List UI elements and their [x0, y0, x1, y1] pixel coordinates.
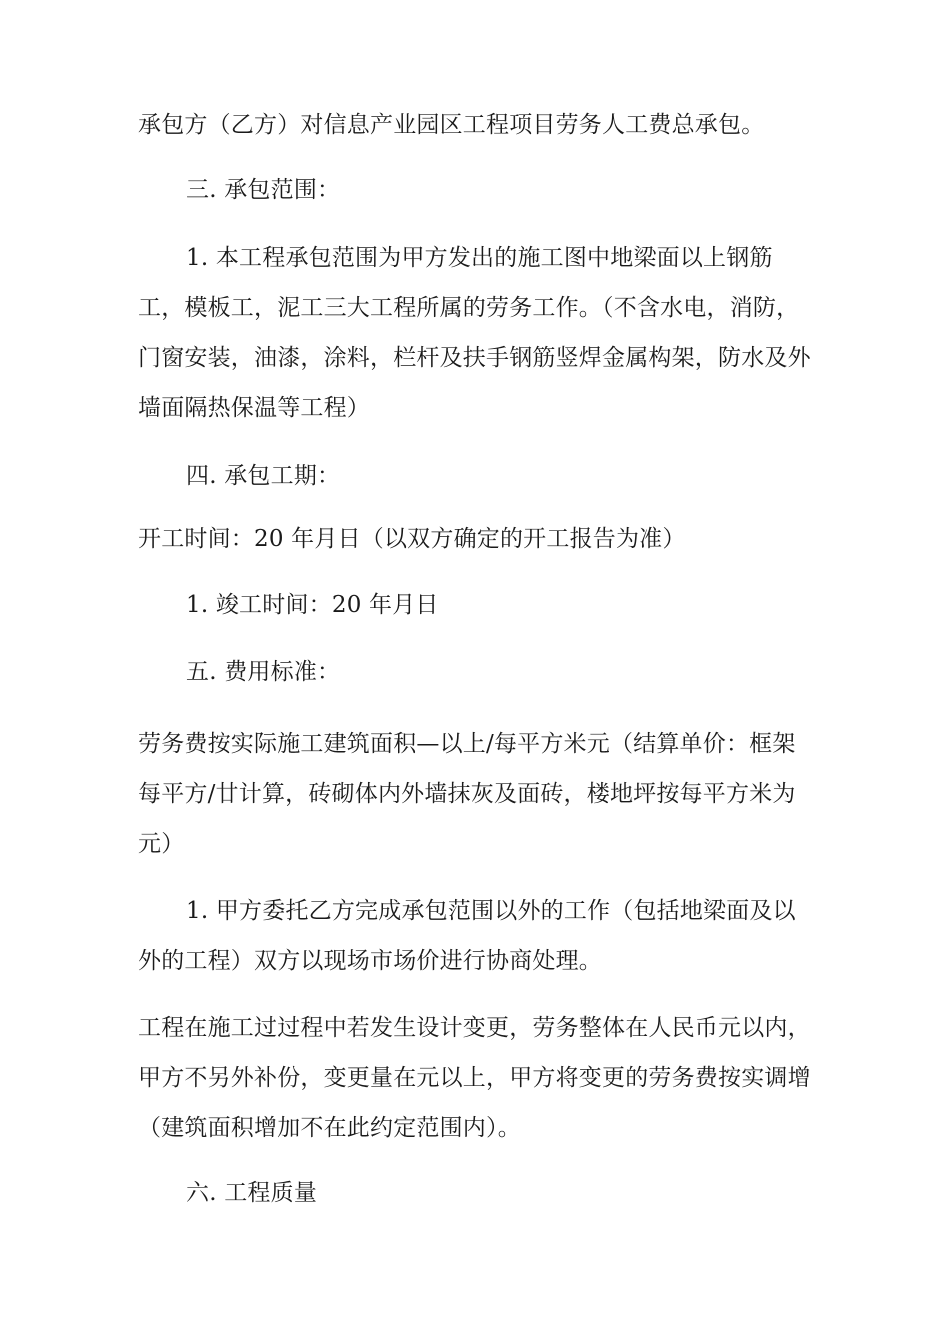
- text-line: 开工时间：20 年月日（以双方确定的开工报告为准）: [138, 526, 686, 552]
- text-line: 外的工程）双方以现场市场价进行协商处理。: [138, 948, 602, 974]
- paragraph-start-time: [138, 514, 838, 564]
- heading-text: 六. 工程质量: [186, 1180, 318, 1206]
- paragraph-extra-work: [186, 886, 886, 936]
- text-line: 元）: [138, 831, 185, 857]
- text-line: 每平方/廿计算，砖砌体内外墙抹灰及面砖，楼地坪按每平方米为: [138, 781, 796, 807]
- text-line: 工，模板工，泥工三大工程所属的劳务工作。（不含水电，消防，: [138, 295, 800, 321]
- paragraph-contractor-scope: [138, 100, 838, 150]
- paragraph-fee-standard: [138, 719, 838, 869]
- paragraph-completion-time: [186, 580, 886, 630]
- text-line: 1. 竣工时间：20 年月日: [186, 592, 439, 618]
- text-line: 墙面隔热保温等工程）: [138, 395, 370, 421]
- text-line: 1. 甲方委托乙方完成承包范围以外的工作（包括地梁面及以: [186, 898, 796, 924]
- heading-section-6: [186, 1168, 886, 1218]
- paragraph-scope-item-1-cont: [138, 283, 838, 433]
- paragraph-scope-item-1: [186, 233, 886, 283]
- text-line: 门窗安装，油漆，涂料，栏杆及扶手钢筋竖焊金属构架，防水及外: [138, 345, 811, 371]
- text-line: （建筑面积增加不在此约定范围内）。: [138, 1115, 521, 1141]
- heading-text: 五. 费用标准：: [186, 659, 341, 685]
- text-line: 1. 本工程承包范围为甲方发出的施工图中地梁面以上钢筋: [186, 245, 773, 271]
- text-line: 劳务费按实际施工建筑面积—以上/每平方米元（结算单价：框架: [138, 731, 796, 757]
- heading-section-4: [186, 451, 886, 501]
- text-line: 工程在施工过过程中若发生设计变更，劳务整体在人民币元以内，: [138, 1015, 811, 1041]
- text-line: 承包方（乙方）对信息产业园区工程项目劳务人工费总承包。: [138, 112, 765, 138]
- heading-text: 三. 承包范围：: [186, 177, 341, 203]
- paragraph-extra-work-cont: [138, 936, 838, 986]
- heading-section-5: [186, 647, 886, 697]
- text-line: 甲方不另外补份，变更量在元以上，甲方将变更的劳务费按实调增: [138, 1065, 811, 1091]
- heading-text: 四. 承包工期：: [186, 463, 341, 489]
- paragraph-design-change: [138, 1003, 838, 1153]
- heading-section-3: [186, 165, 886, 215]
